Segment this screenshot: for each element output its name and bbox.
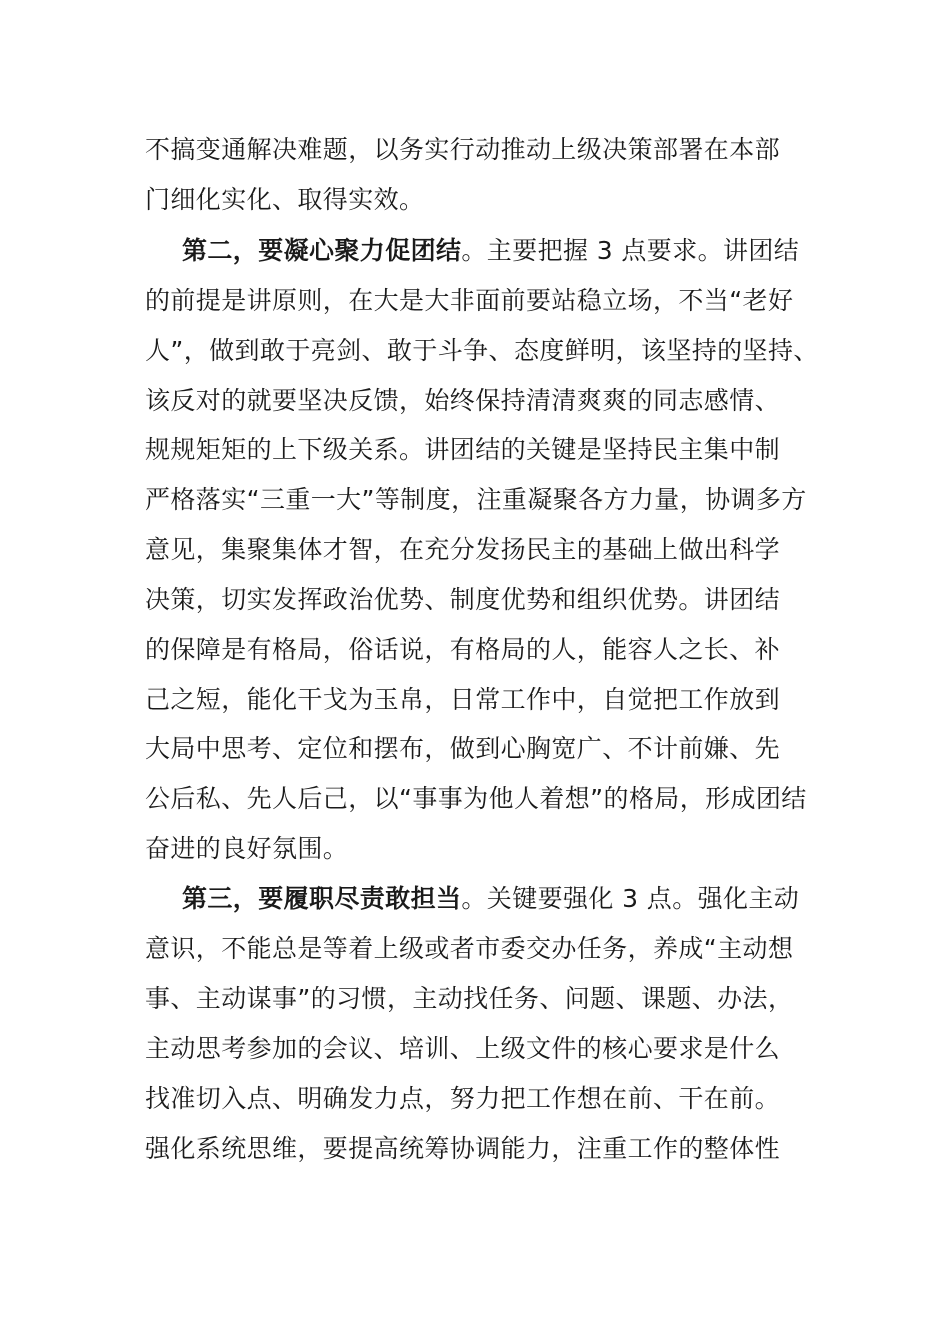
text-line: 找准切入点、明确发力点，努力把工作想在前、干在前。: [145, 1084, 781, 1113]
text-line: 事、主动谋事”的习惯，主动找任务、问题、课题、办法，: [145, 984, 794, 1013]
text-line: 的前提是讲原则，在大是大非面前要站稳立场，不当“老好: [145, 286, 794, 315]
text-span: 。主要把握 3 点要求。讲团结: [461, 236, 800, 265]
text-line: 人”，做到敢于亮剑、敢于斗争、态度鲜明，该坚持的坚持、: [145, 336, 819, 365]
text-line: 大局中思考、定位和摆布，做到心胸宽广、不计前嫌、先: [145, 734, 781, 763]
paragraph-heading: 第三，要履职尽责敢担当: [182, 884, 462, 913]
text-line: 主动思考参加的会议、培训、上级文件的核心要求是什么: [145, 1034, 781, 1063]
text-span: 。关键要强化 3 点。强化主动: [461, 884, 800, 913]
text-line: 规规矩矩的上下级关系。讲团结的关键是坚持民主集中制: [145, 435, 781, 464]
text-line: 严格落实“三重一大”等制度，注重凝聚各方力量，协调多方: [145, 485, 807, 514]
text-line: 己之短，能化干戈为玉帛，日常工作中，自觉把工作放到: [145, 685, 781, 714]
text-line: 意识，不能总是等着上级或者市委交办任务，养成“主动想: [145, 934, 794, 963]
paragraph-heading: 第二，要凝心聚力促团结: [182, 236, 462, 265]
text-line: 奋进的良好氛围。: [145, 834, 349, 863]
paragraph-first-line: [182, 882, 799, 916]
text-line: 该反对的就要坚决反馈，始终保持清清爽爽的同志感情、: [145, 386, 781, 415]
text-line: 公后私、先人后己，以“事事为他人着想”的格局，形成团结: [145, 784, 807, 813]
paragraph-first-line: [182, 234, 799, 268]
text-line: 意见，集聚集体才智，在充分发扬民主的基础上做出科学: [145, 535, 781, 564]
text-line: 不搞变通解决难题，以务实行动推动上级决策部署在本部: [145, 135, 781, 164]
text-line: 的保障是有格局，俗话说，有格局的人，能容人之长、补: [145, 635, 781, 664]
text-line: 门细化实化、取得实效。: [145, 185, 425, 214]
text-line: 决策，切实发挥政治优势、制度优势和组织优势。讲团结: [145, 585, 781, 614]
text-line: 强化系统思维，要提高统筹协调能力，注重工作的整体性: [145, 1134, 781, 1163]
